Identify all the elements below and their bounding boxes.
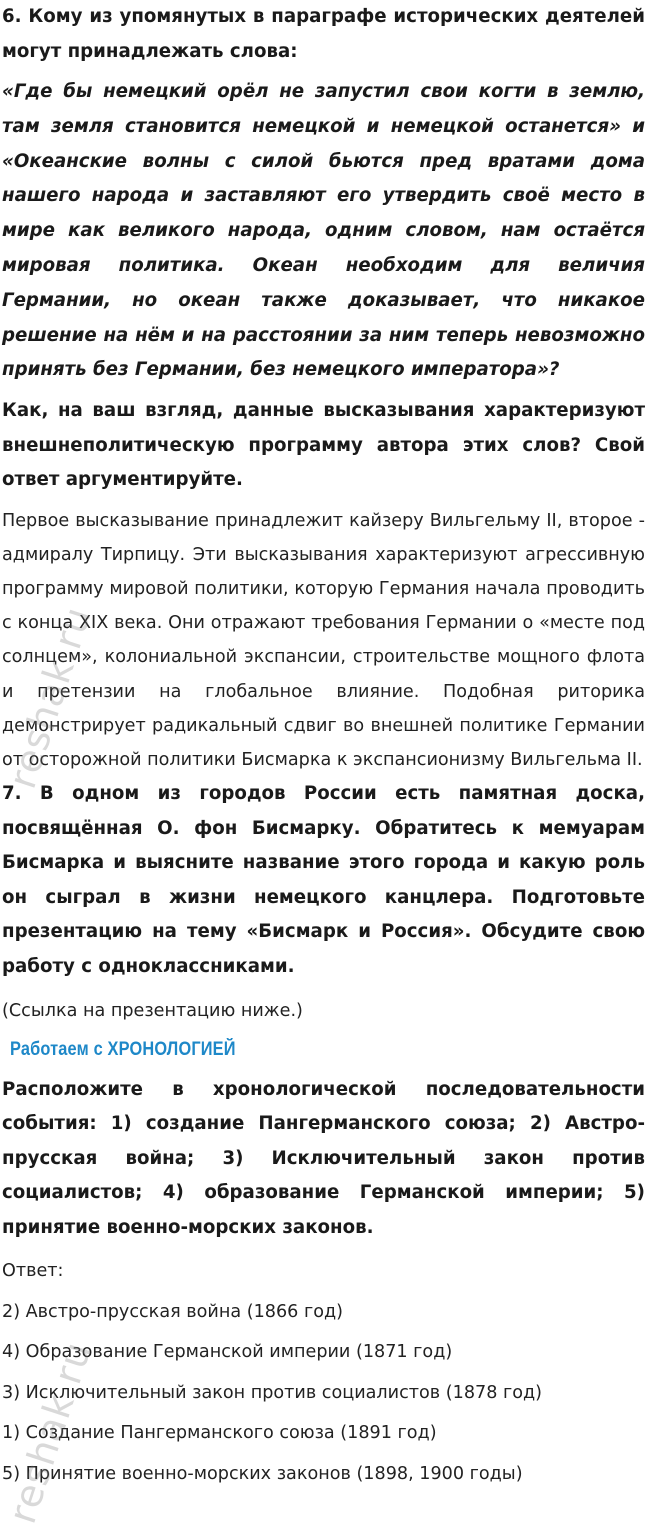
list-item: 5) Принятие военно-морских законов (1898, 1900 годы) bbox=[2, 1463, 523, 1484]
watermark: reshak.ru bbox=[0, 1336, 100, 1529]
watermark: reshak.ru bbox=[0, 601, 100, 794]
list-item: 2) Австро-прусская война (1866 год) bbox=[2, 1301, 343, 1322]
question-6-followup: Как, на ваш взгляд, данные высказывания характеризуют внешнеполитическую программу автора этих слов? Свой ответ аргументируйте. bbox=[2, 400, 645, 491]
list-item: 1) Создание Пангерманского союза (1891 год) bbox=[2, 1423, 437, 1444]
answer-label: Ответ: bbox=[2, 1261, 64, 1281]
list-item: 4) Образование Германской империи (1871 год) bbox=[2, 1342, 453, 1363]
question-7-text: 7. В одном из городов России есть памятная доска, посвящённая О. фон Бисмарку. Обратитесь к мемуарам Бисмарка и выясните название этого города и какую роль он сыграл в жизни немецкого канцлера. Подготовьте презентацию на тему «Бисмарк и Россия». Обсудите свою работу с одноклассниками. bbox=[2, 783, 645, 977]
chronology-section-title: Работаем с ХРОНОЛОГИЕЙ bbox=[10, 1038, 236, 1060]
question-6-intro: 6. Кому из упомянутых в параграфе исторических деятелей могут принадлежать слова: bbox=[2, 6, 645, 62]
list-item: 3) Исключительный закон против социалистов (1878 год) bbox=[2, 1382, 543, 1403]
question-6-quote: «Где бы немецкий орёл не запустил свои когти в землю, там земля становится немецкой и немецкой останется» и «Океанские волны с силой бьются пред вратами дома нашего народа и заставляют его утвердить своё место в мире как великого народа, одним словом, нам остаётся мировая политика. Океан необходим для величия Германии, но океан также доказывает, что никакое решение на нём и на расстоянии за ним теперь невозможно принять без Германии, без немецкого императора»? bbox=[2, 81, 645, 381]
question-6-answer: Первое высказывание принадлежит кайзеру Вильгельму II, второе - адмиралу Тирпицу. Эти высказывания характеризуют агрессивную программу мировой политики, которую Германия начала проводить с конца XIX века. Они отражают требования Германии о «месте под солнцем», колониальной экспансии, строительстве мощного флота и претензии на глобальное влияние. Подобная риторика демонстрирует радикальный сдвиг во внешней политике Германии от осторожной политики Бисмарка к экспансионизму Вильгельма II. bbox=[2, 510, 645, 771]
chronology-task: Расположите в хронологической последовательности события: 1) создание Пангерманского союза; 2) Австро-прусская война; 3) Исключительный закон против социалистов; 4) образование Германской империи; 5) принятие военно-морских законов. bbox=[2, 1078, 645, 1238]
question-7-answer: (Ссылка на презентацию ниже.) bbox=[2, 1001, 303, 1022]
